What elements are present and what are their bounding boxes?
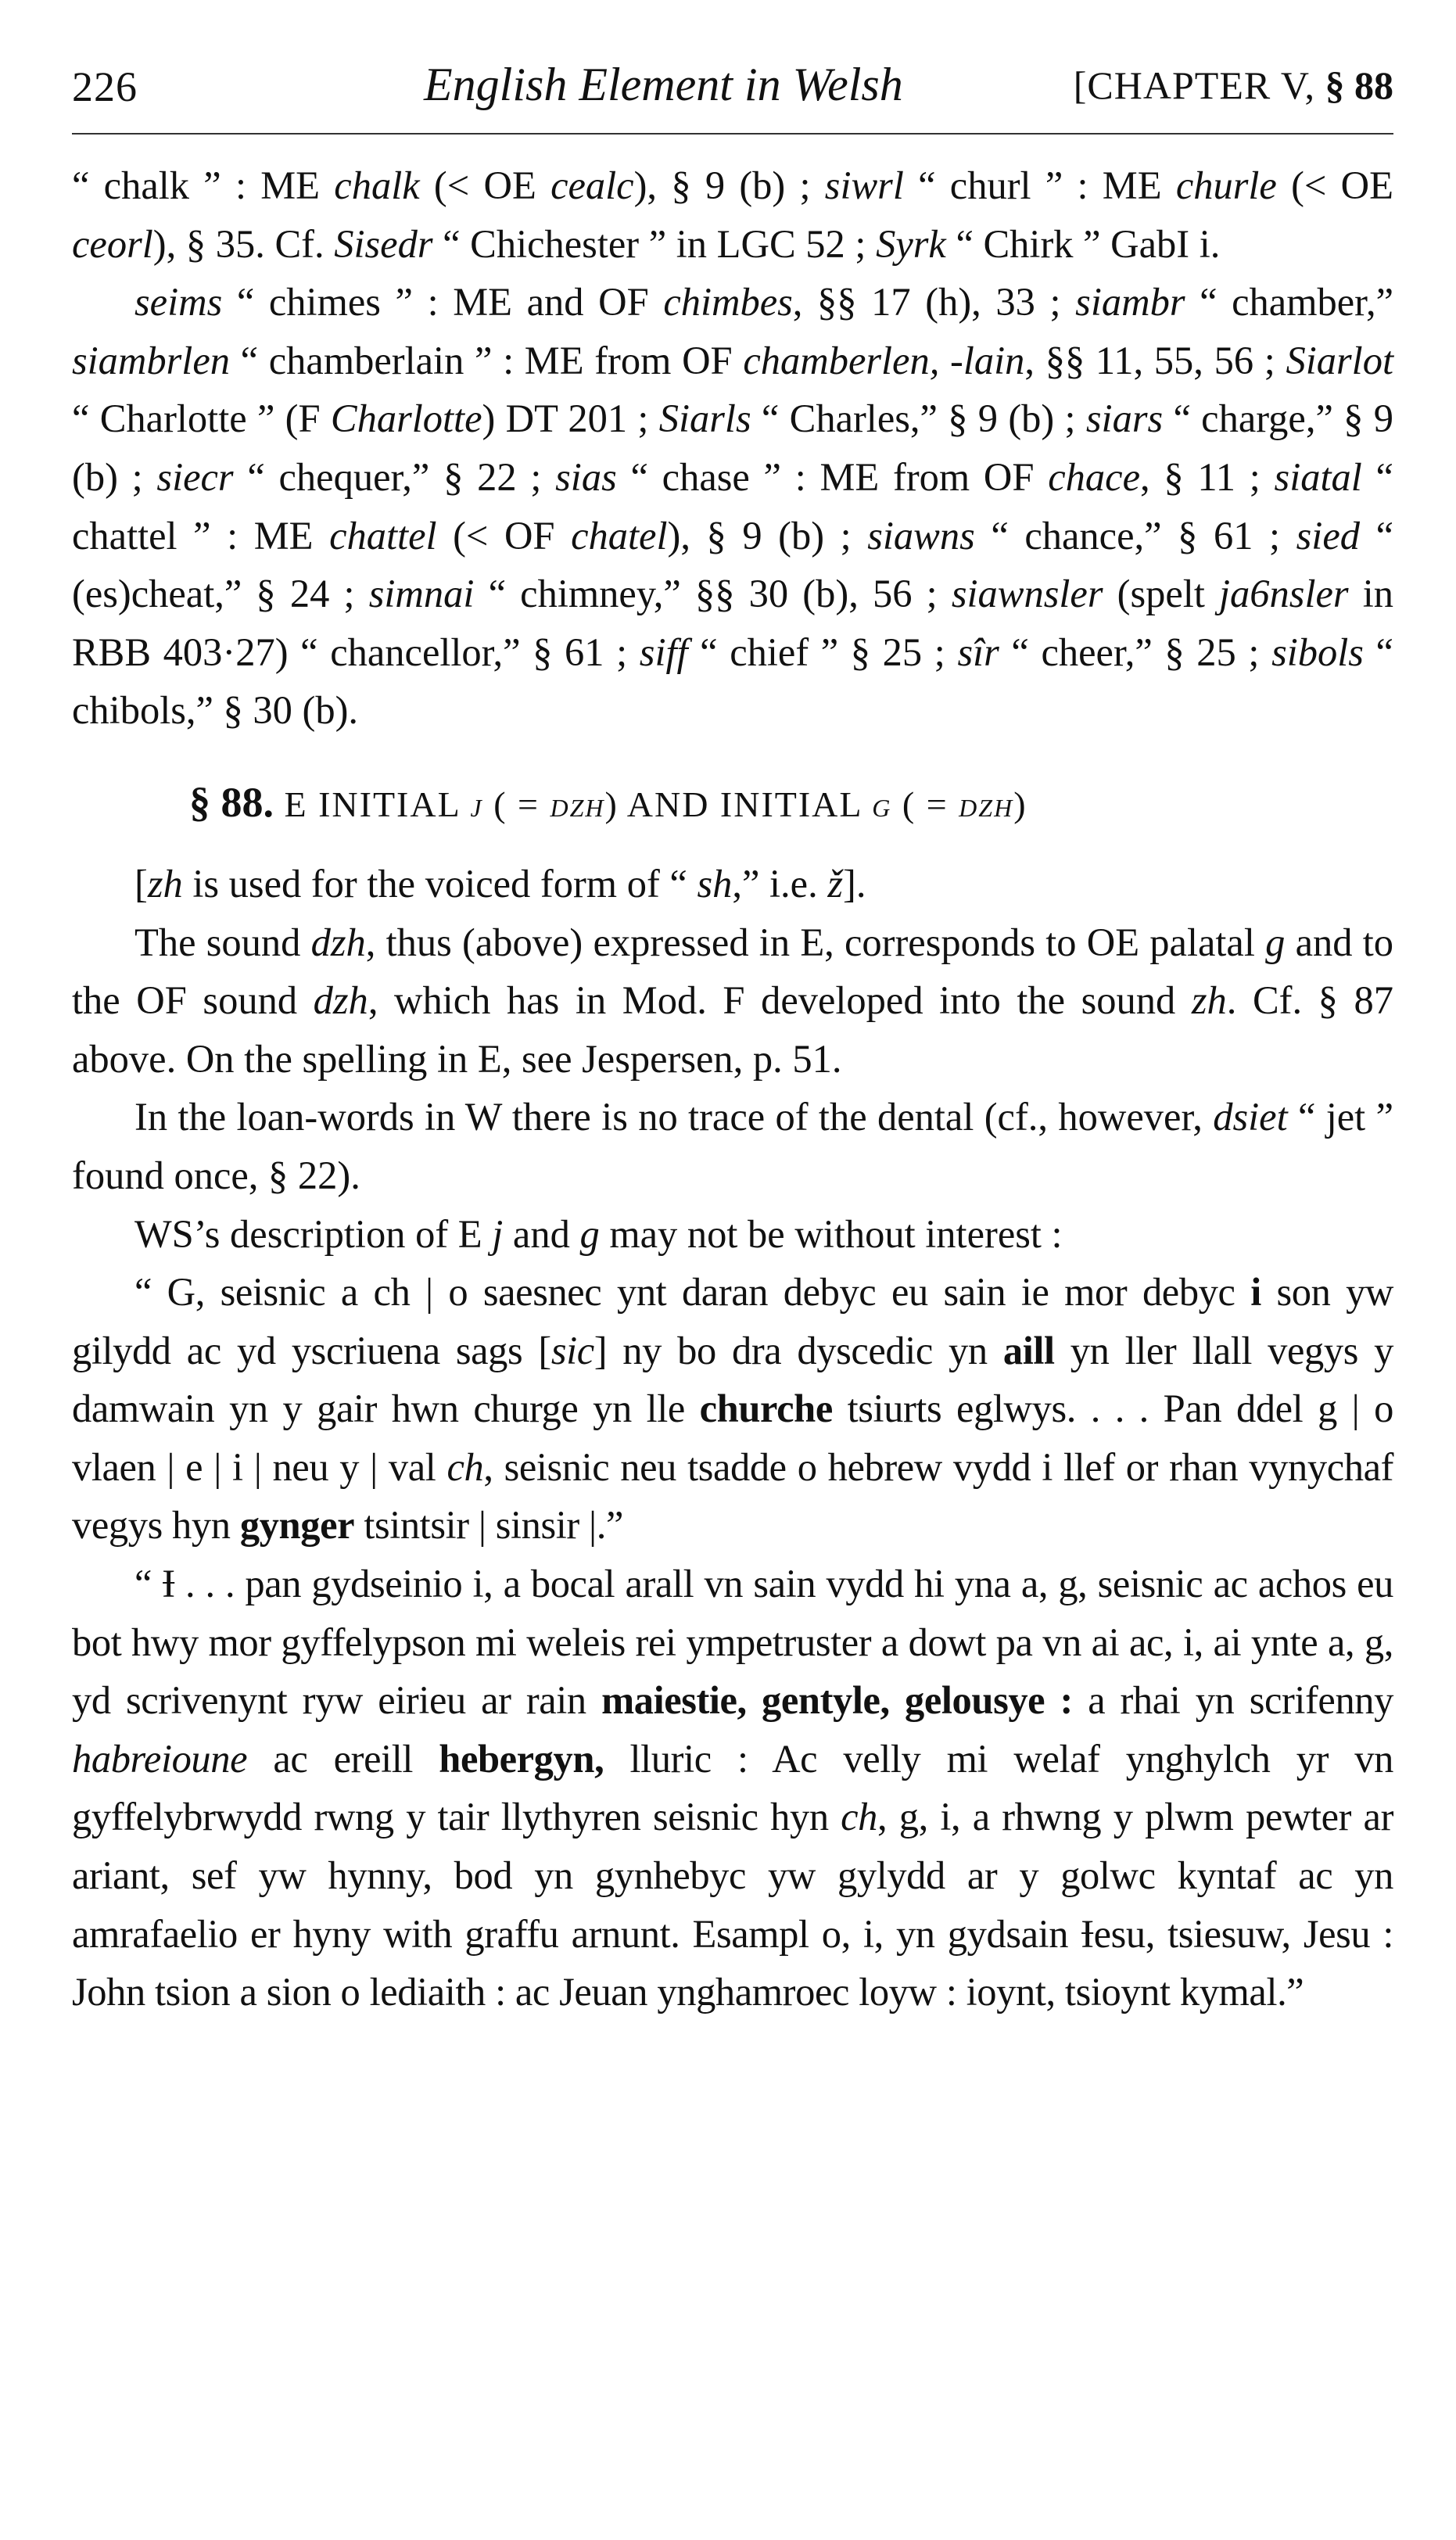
chapter-reference: [1074, 63, 1393, 108]
paragraph: [zh is used for the voiced form of “ sh,” i.e. ž].: [134, 861, 866, 906]
paragraph: WS’s description of E j and g may not be without interest :: [134, 1211, 1063, 1256]
page-body: [72, 156, 1393, 2022]
section-heading: [72, 771, 1393, 836]
chapter-reference-section: § 88: [1325, 63, 1393, 107]
paragraph: seims “ chimes ” : ME and OF chimbes, §§ 17 (h), 33 ; siambr “ chamber,” siambrlen “ chamberlain ” : ME from OF chamberlen, -lain, §§ 11, 55, 56 ; Siarlot “ Charlotte ” (F Charlotte) DT 201 ; Siarls “ Charles,” § 9 (b) ; siars “ charge,” § 9 (b) ; siecr “ chequer,” § 22 ; sias “ chase ” : ME from OF chace, § 11 ; siatal “ chattel ” : ME chattel (< OF chatel), § 9 (b) ; siawns “ chance,” § 61 ; sied “ (es)cheat,” § 24 ; simnai “ chimney,” §§ 30 (b), 56 ; siawnsler (spelt ja6nsler in RBB 403·27) “ chancellor,” § 61 ; siff “ chief ” § 25 ; sîr “ cheer,” § 25 ; sibols “ chibols,” § 30 (b).: [72, 280, 1393, 733]
header-rule: [72, 133, 1393, 135]
section-title: E INITIAL j ( = dzh) AND INITIAL g ( = dzh): [284, 784, 1027, 824]
section-number: § 88.: [189, 778, 274, 826]
chapter-reference-prefix: [CHAPTER V,: [1073, 63, 1315, 107]
page-number: 226: [72, 63, 138, 110]
paragraph: In the loan-words in W there is no trace of the dental (cf., however, dsiet “ jet ” found once, § 22).: [72, 1095, 1393, 1197]
book-page: [72, 0, 1393, 2540]
quotation-paragraph: “ G, seisnic a ch | o saesnec ynt daran debyc eu sain ie mor debyc i son yw gilydd ac yd yscriuena sags [sic] ny bo dra dyscedic yn aill yn ller llall vegys y damwain yn y gair hwn churge yn lle churche tsiurts eglwys. . . . Pan ddel g | o vlaen | e | i | neu y | val ch, seisnic neu tsadde o hebrew vydd i llef or rhan vynychaf vegys hyn gynger tsintsir | sinsir |.”: [72, 1270, 1393, 1548]
quotation-paragraph: “ Ɨ . . . pan gydseinio i, a bocal arall vn sain vydd hi yna a, g, seisnic ac achos eu bot hwy mor gyffelypson mi weleis rei ympetruster a dowt pa vn ai ac, i, ai ynte a, g, yd scrivenynt ryw eirieu ar rain maiestie, gentyle, gelousye : a rhai yn scrifenny habreioune ac ereill hebergyn, lluric : Ac velly mi welaf ynghylch yr vn gyffelybrwydd rwng y tair llythyren seisnic hyn ch, g, i, a rhwng y plwm pewter ar ariant, sef yw hynny, bod yn gynhebyc yw gylydd ar y golwc kyntaf ac yn amrafaelio er hyny with graffu arnunt. Esampl o, i, yn gydsain Ɨesu, tsiesuw, Jesu : John tsion a sion o lediaith : ac Jeuan ynghamroec loyw : ioynt, tsioynt kymal.”: [72, 1562, 1393, 2014]
paragraph: The sound dzh, thus (above) expressed in E, corresponds to OE palatal g and to the OF sound dzh, which has in Mod. F developed into the sound zh. Cf. § 87 above. On the spelling in E, see Jespersen, p. 51.: [72, 920, 1394, 1081]
running-title: English Element in Welsh: [424, 59, 903, 110]
running-header: [72, 55, 1393, 117]
paragraph: “ chalk ” : ME chalk (< OE cealc), § 9 (b) ; siwrl “ churl ” : ME churle (< OE ceorl), § 35. Cf. Sisedr “ Chichester ” in LGC 52 ; Syrk “ Chirk ” GabI i.: [72, 163, 1393, 266]
